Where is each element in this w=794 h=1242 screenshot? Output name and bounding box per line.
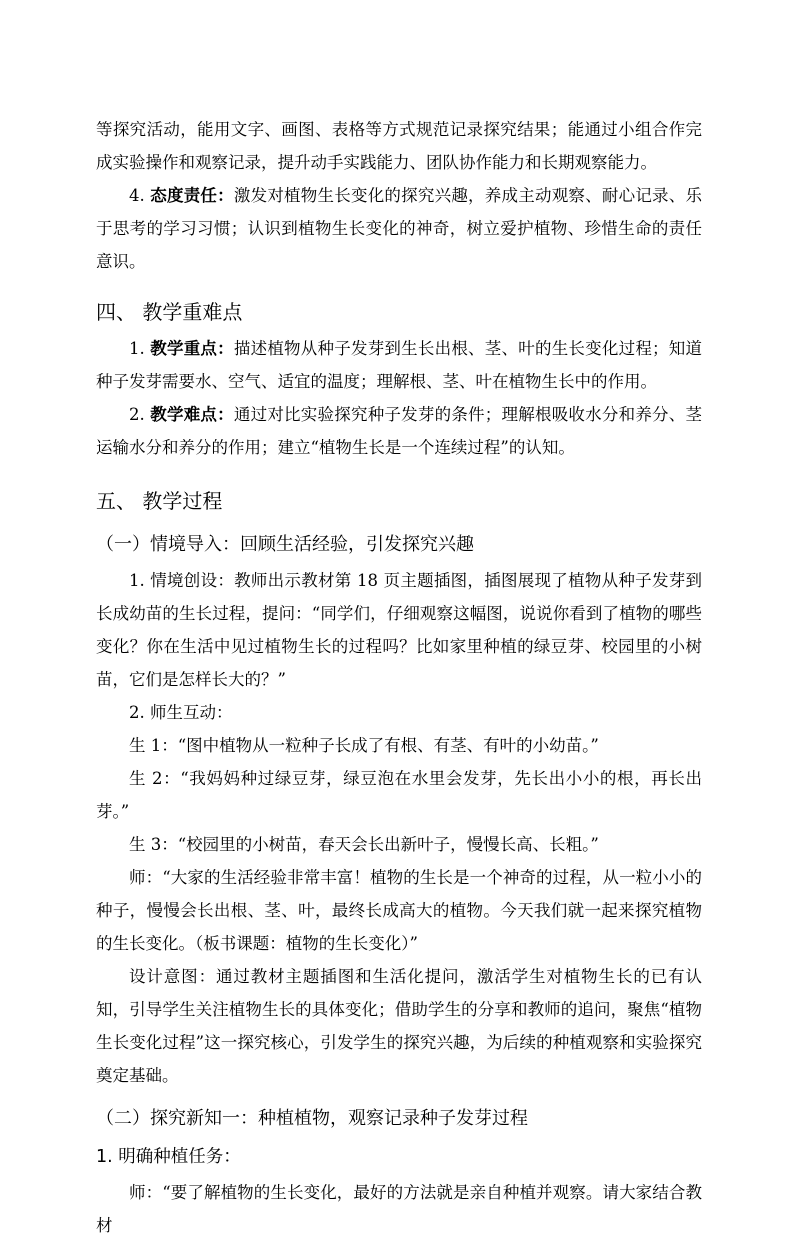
item-label: 教学重点：	[150, 339, 234, 358]
paragraph-student-3: 生 3：“校园里的小树苗，春天会长出新叶子，慢慢长高、长粗。”	[129, 835, 599, 854]
item-number: 2.	[129, 405, 145, 424]
subsection-heading-planting: （二）探究新知一：种植植物，观察记录种子发芽过程	[96, 1108, 528, 1129]
paragraph-scene-setting: 1. 情境创设：教师出示教材第 18 页主题插图，插图展现了植物从种子发芽到长成幼苗的生长过程，提问：“同学们，仔细观察这幅图，说说你看到了植物的哪些变化？你在生活中见过植物生长的过程吗？比如家里种植的绿豆芽、校园里的小树苗，它们是怎样长大的？”	[96, 571, 702, 689]
item-label: 态度责任：	[150, 186, 234, 205]
paragraph-teacher: 师：“大家的生活经验非常丰富！植物的生长是一个神奇的过程，从一粒小小的种子，慢慢会长出根、茎、叶，最终长成高大的植物。今天我们就一起来探究植物的生长变化。（板书课题：植物的生长变化）”	[96, 868, 702, 953]
paragraph-skills-continued: 等探究活动，能用文字、画图、表格等方式规范记录探究结果；能通过小组合作完成实验操作和观察记录，提升动手实践能力、团队协作能力和长期观察能力。	[96, 120, 702, 172]
paragraph-student-1: 生 1：“图中植物从一粒种子长成了有根、有茎、有叶的小幼苗。”	[129, 736, 599, 755]
section-heading-process: 五、 教学过程	[96, 489, 223, 513]
paragraph-key-point	[96, 332, 702, 398]
item-text: 描述植物从种子发芽到生长出根、茎、叶的生长变化过程；知道种子发芽需要水、空气、适宜的温度；理解根、茎、叶在植物生长中的作用。	[96, 339, 703, 391]
paragraph-interaction: 2. 师生互动：	[129, 703, 233, 722]
document-page	[96, 113, 702, 1242]
paragraph-student-2: 生 2：“我妈妈种过绿豆芽，绿豆泡在水里会发芽，先长出小小的根，再长出芽。”	[96, 769, 702, 821]
task-heading: 1. 明确种植任务：	[96, 1147, 241, 1167]
item-text: 通过对比实验探究种子发芽的条件；理解根吸收水分和养分、茎运输水分和养分的作用；建立“植物生长是一个连续过程”的认知。	[96, 405, 703, 457]
paragraph-design-intent: 设计意图：通过教材主题插图和生活化提问，激活学生对植物生长的已有认知，引导学生关注植物生长的具体变化；借助学生的分享和教师的追问，聚焦“植物生长变化过程”这一探究核心，引发学生的探究兴趣，为后续的种植观察和实验探究奠定基础。	[96, 967, 702, 1085]
item-number: 1.	[129, 339, 145, 358]
item-number: 4.	[129, 186, 145, 205]
section-heading-key-points: 四、 教学重难点	[96, 300, 243, 324]
paragraph-difficulty	[96, 398, 702, 464]
item-label: 教学难点：	[150, 405, 234, 424]
item-text: 激发对植物生长变化的探究兴趣，养成主动观察、耐心记录、乐于思考的学习习惯；认识到植物生长变化的神奇，树立爱护植物、珍惜生命的责任意识。	[96, 186, 703, 271]
paragraph-teacher-task: 师：“要了解植物的生长变化，最好的方法就是亲自种植并观察。请大家结合教材	[96, 1183, 702, 1235]
paragraph-attitude	[96, 179, 702, 278]
subsection-heading-intro: （一）情境导入：回顾生活经验，引发探究兴趣	[96, 534, 474, 555]
